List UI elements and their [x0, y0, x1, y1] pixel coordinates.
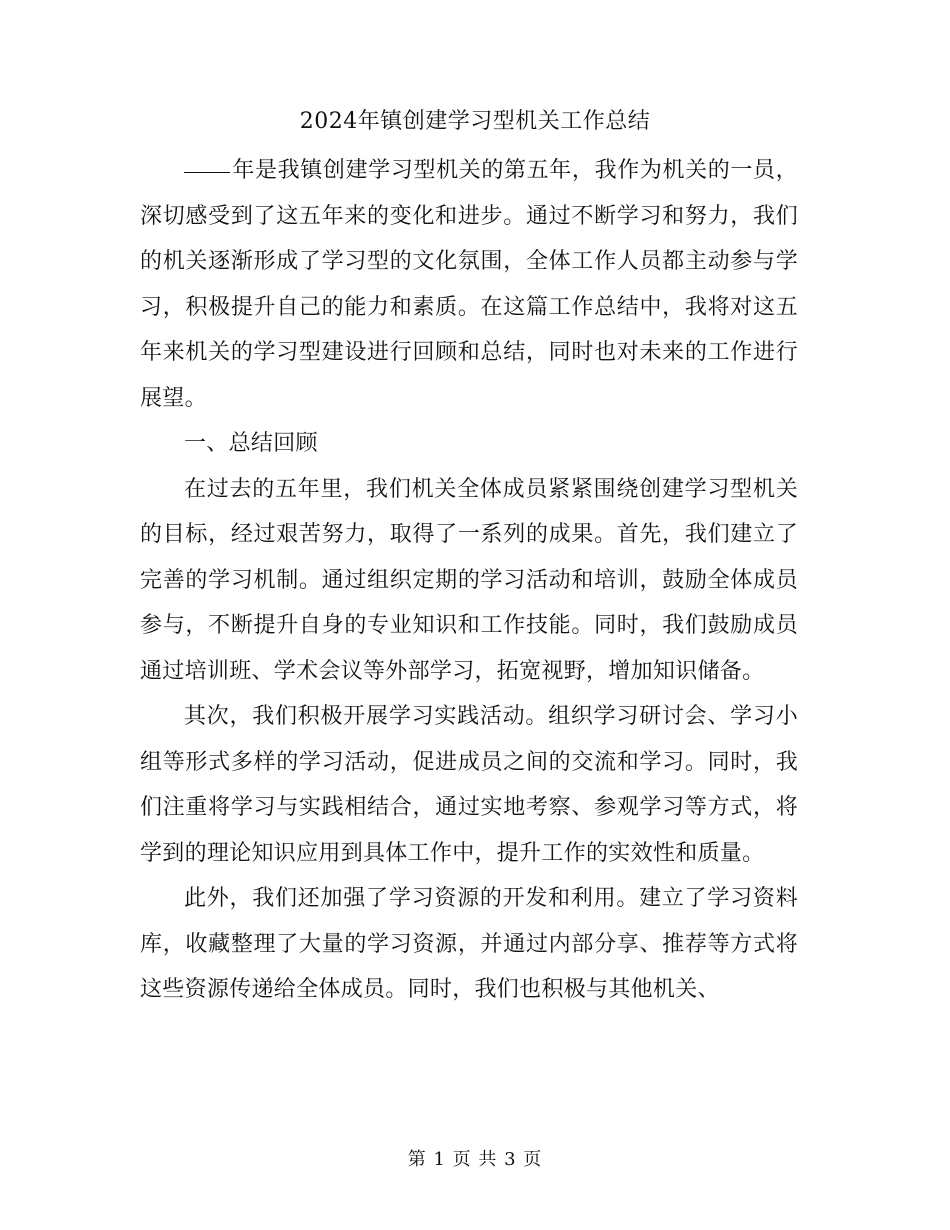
section-heading: 一、总结回顾 [184, 431, 318, 456]
intro-text: 年是我镇创建学习型机关的第五年，我作为机关的一员，深切感受到了这五年来的变化和进步。通过不断学习和努力，我们的机关逐渐形成了学习型的文化氛围，全体工作人员都主动参与学习，积极提升自己的能力和素质。在这篇工作总结中，我将对这五年来机关的学习型建设进行回顾和总结，同时也对未来的工作进行展望。 [140, 158, 798, 411]
body-paragraph: 其次，我们积极开展学习实践活动。组织学习研讨会、学习小组等形式多样的学习活动，促进成员之间的交流和学习。同时，我们注重将学习与实践相结合，通过实地考察、参观学习等方式，将学到的理论知识应用到具体工作中，提升工作的实效性和质量。 [140, 704, 798, 866]
intro-paragraph [140, 148, 798, 421]
body-paragraph: 此外，我们还加强了学习资源的开发和利用。建立了学习资料库，收藏整理了大量的学习资源，并通过内部分享、推荐等方式将这些资源传递给全体成员。同时，我们也积极与其他机关、 [140, 886, 798, 1002]
document-title: 2024年镇创建学习型机关工作总结 [299, 109, 651, 134]
page-footer: 第 1 页 共 3 页 [407, 1149, 543, 1170]
body-paragraph: 在过去的五年里，我们机关全体成员紧紧围绕创建学习型机关的目标，经过艰苦努力，取得了一系列的成果。首先，我们建立了完善的学习机制。通过组织定期的学习活动和培训，鼓励全体成员参与，不断提升自身的专业知识和工作技能。同时，我们鼓励成员通过培训班、学术会议等外部学习，拓宽视野，增加知识储备。 [140, 476, 798, 684]
blank-underline [184, 171, 230, 173]
document-body [140, 148, 798, 1013]
